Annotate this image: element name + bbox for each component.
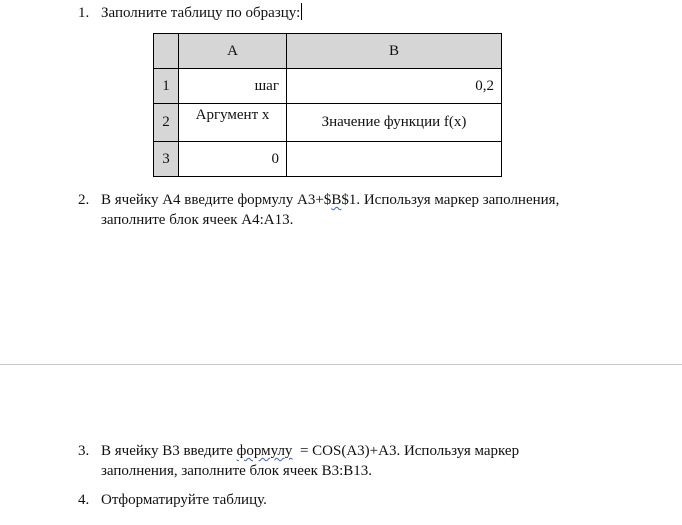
cell-b1[interactable]: 0,2 [287,69,502,104]
column-header-row [154,34,502,69]
item-number: 2. [78,192,90,208]
item-2-text-start: В ячейку А4 введите формулу А3+$ [101,192,332,208]
item-number: 4. [78,492,90,508]
corner-cell [154,34,179,69]
item-text[interactable]: Отформатируйте таблицу. [101,492,267,508]
item-2-line-1 [101,192,559,208]
row-header-1: 1 [154,69,179,104]
cell-a1[interactable]: шаг [179,69,287,104]
item-number: 1. [78,5,90,21]
cell-b3[interactable] [287,142,502,177]
item-text[interactable] [101,3,302,23]
item-3-line-2: заполнения, заполните блок ячеек В3:В13. [101,463,373,479]
page-break-divider [0,364,682,365]
table-row [154,69,502,104]
item-1-text: Заполните таблицу по образцу: [101,5,301,21]
cell-b2[interactable]: Значение функции f(x) [287,104,502,142]
item-3-line-1 [101,443,519,459]
row-header-3: 3 [154,142,179,177]
row-header-2: 2 [154,104,179,142]
table-row [154,104,502,142]
table-row [154,142,502,177]
cell-a2[interactable]: Аргумент х [179,104,287,142]
cell-a3[interactable]: 0 [179,142,287,177]
text-cursor [301,3,302,20]
column-header-a: A [179,34,287,69]
column-header-b: B [287,34,502,69]
item-2-line-2: заполните блок ячеек А4:А13. [101,212,294,228]
item-3-text-start: В ячейку В3 введите [101,443,237,459]
spellcheck-mark[interactable]: В [331,192,342,208]
sample-spreadsheet-table [153,33,502,177]
item-number: 3. [78,443,90,459]
item-text[interactable] [101,190,559,230]
item-2-text-end: $1. Используя маркер заполнения, [341,192,560,208]
item-text[interactable] [101,441,519,481]
item-3-text-end: = COS(A3)+A3. Используя маркер [292,443,520,459]
spellcheck-mark[interactable]: формулу [236,443,293,459]
